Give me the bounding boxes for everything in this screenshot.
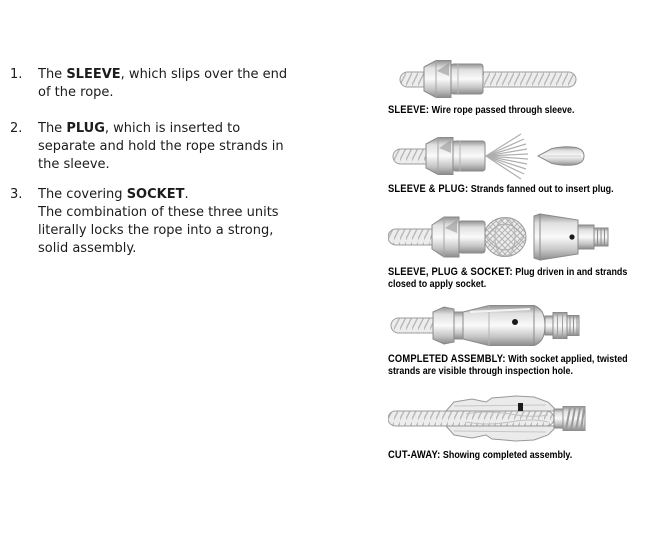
figure-cut-away — [388, 389, 650, 462]
list-item-sleeve — [10, 66, 362, 102]
part-term-socket: SOCKET — [126, 187, 185, 202]
strand-fan — [486, 134, 528, 179]
completed-assembly-illustration — [388, 299, 638, 352]
caption-text: Wire rope passed through sleeve. — [431, 104, 575, 116]
list-item-socket — [10, 186, 362, 258]
socket-part — [463, 306, 579, 346]
caption-label: SLEEVE, PLUG & SOCKET: — [388, 266, 513, 278]
caption-text: Strands fanned out to insert plug. — [470, 183, 614, 195]
inspection-hole — [512, 319, 518, 325]
sleeve-plug-illustration — [388, 130, 638, 182]
part-term-sleeve: SLEEVE — [66, 67, 121, 82]
sleeve-part — [426, 138, 485, 175]
list-number: 1. — [10, 67, 23, 82]
inspection-hole — [569, 234, 574, 239]
threaded-stud — [567, 316, 579, 336]
list-text: The covering SOCKET. The combination of these three units literally locks the rope into a strong, solid assembly. — [38, 187, 279, 256]
caption-text: With socket applied, twisted strands are visible through inspection hole. — [388, 353, 628, 377]
caption-label: SLEEVE: — [388, 104, 430, 116]
figure-sleeve-plug-socket — [388, 209, 650, 290]
figure-caption — [388, 267, 648, 290]
caption-label: COMPLETED ASSEMBLY: — [388, 353, 506, 365]
wire-rope-core — [388, 411, 554, 426]
figure-sleeve — [388, 55, 650, 117]
cut-away-illustration — [388, 389, 638, 448]
list-number: 2. — [10, 121, 23, 136]
plug-part — [538, 147, 584, 166]
caption-label: CUT-AWAY: — [388, 449, 441, 461]
figure-caption — [388, 105, 648, 117]
figure-completed-assembly — [388, 299, 650, 377]
sleeve-illustration — [388, 55, 638, 103]
inspection-hole — [518, 403, 523, 411]
figure-sleeve-plug — [388, 130, 650, 196]
strand-bulb — [484, 218, 526, 257]
sleeve-part — [433, 307, 463, 344]
list-item-plug — [10, 120, 362, 174]
list-number: 3. — [10, 187, 23, 202]
threaded-stud — [594, 228, 608, 246]
list-text: The SLEEVE, which slips over the end of the rope. — [38, 67, 288, 100]
sleeve-part — [432, 217, 485, 257]
figure-caption — [388, 450, 648, 462]
list-text: The PLUG, which is inserted to separate and hold the rope strands in the sleeve. — [38, 121, 284, 172]
wire-rope — [388, 229, 438, 245]
threaded-stud — [554, 407, 585, 431]
figure-caption — [388, 354, 648, 377]
caption-label: SLEEVE & PLUG: — [388, 183, 469, 195]
caption-text: Plug driven in and strands closed to apply socket. — [388, 266, 628, 290]
figure-caption — [388, 184, 648, 196]
sleeve-part — [424, 61, 483, 98]
socket-part — [534, 214, 608, 260]
part-term-plug: PLUG — [66, 121, 105, 136]
sleeve-plug-socket-illustration — [388, 209, 638, 265]
caption-text: Showing completed assembly. — [442, 449, 573, 461]
